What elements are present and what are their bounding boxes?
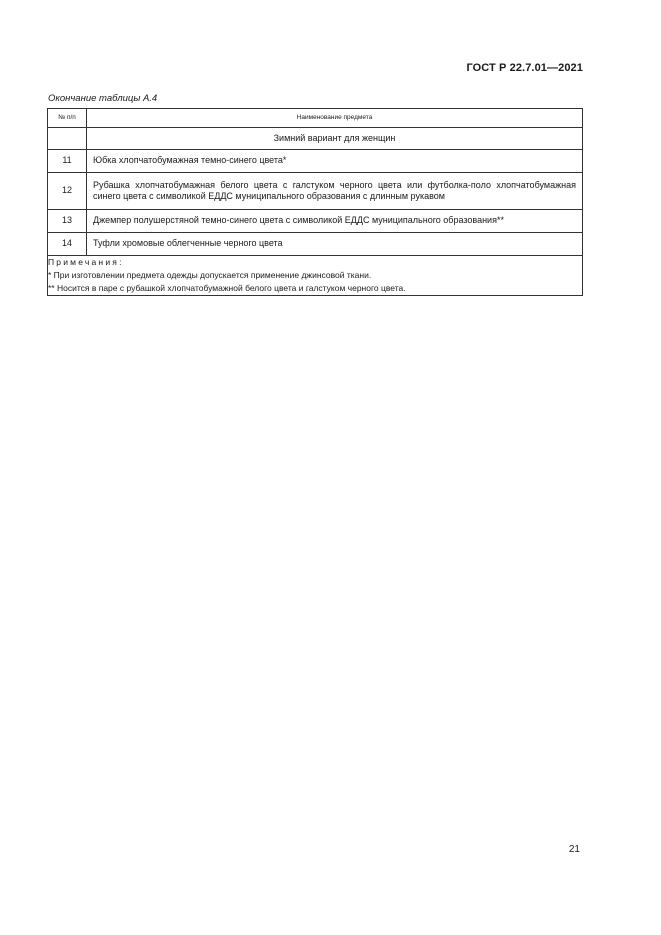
table-row: [48, 173, 583, 210]
column-header-number: № п/п: [48, 109, 87, 128]
row-item-name: Джемпер полушерстяной темно-синего цвета с символикой ЕДДС муниципального образования**: [87, 210, 583, 233]
section-empty-cell: [48, 128, 87, 150]
row-number: 14: [48, 233, 87, 256]
notes-row: [48, 256, 583, 296]
note-item: ** Носится в паре с рубашкой хлопчатобумажной белого цвета и галстуком черного цвета.: [48, 283, 406, 293]
row-number: 11: [48, 150, 87, 173]
table-header-row: [48, 109, 583, 128]
items-table: [47, 108, 583, 296]
row-item-name: Туфли хромовые облегченные черного цвета: [87, 233, 583, 256]
notes-cell: [48, 256, 583, 296]
column-header-name: Наименование предмета: [87, 109, 583, 128]
notes-title: Примечания:: [48, 257, 124, 267]
table-row: [48, 150, 583, 173]
row-number: 13: [48, 210, 87, 233]
section-title: Зимний вариант для женщин: [87, 128, 583, 150]
page-number: 21: [568, 844, 580, 855]
row-item-name: Юбка хлопчатобумажная темно-синего цвета*: [87, 150, 583, 173]
section-header-row: [48, 128, 583, 150]
row-number: 12: [48, 173, 87, 210]
table-row: [48, 210, 583, 233]
document-code: ГОСТ Р 22.7.01—2021: [466, 62, 583, 74]
row-item-name: Рубашка хлопчатобумажная белого цвета с галстуком черного цвета или футболка-поло хлопчатобумажная синего цвета с символикой ЕДДС муниципального образования с длинным рукавом: [87, 173, 583, 210]
table-row: [48, 233, 583, 256]
table-caption: Окончание таблицы А.4: [48, 93, 158, 104]
note-item: * При изготовлении предмета одежды допускается применение джинсовой ткани.: [48, 270, 372, 280]
